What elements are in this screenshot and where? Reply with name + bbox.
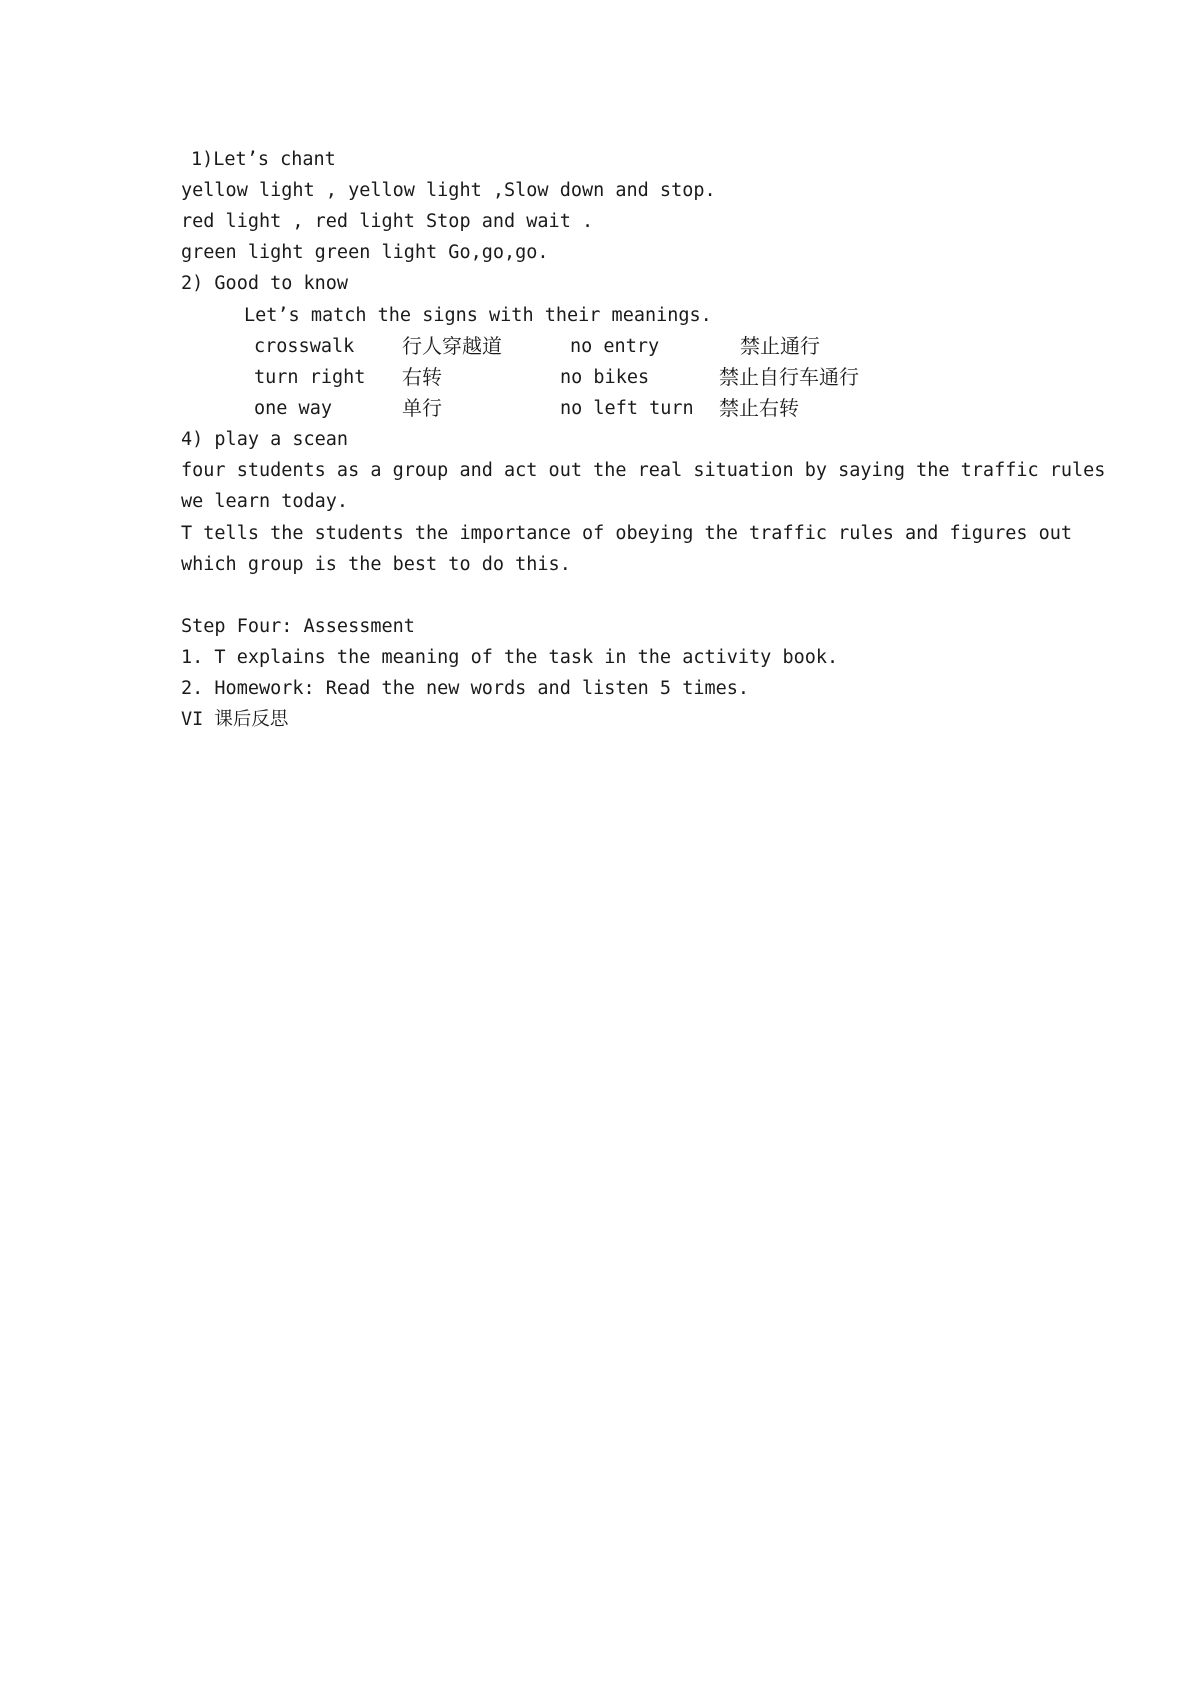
sign-meaning: 禁止右转 bbox=[719, 396, 799, 420]
good-to-know-instruction: Let’s match the signs with their meanings. bbox=[244, 305, 712, 326]
chant-heading: 1)Let’s chant bbox=[191, 149, 336, 170]
sign-meaning: 单行 bbox=[402, 396, 442, 420]
step-four-item-1: 1. T explains the meaning of the task in the activity book. bbox=[181, 647, 839, 668]
play-paragraph-2-line-1: T tells the students the importance of obeying the traffic rules and figures out bbox=[181, 523, 1073, 544]
sign-name: one way bbox=[254, 398, 332, 419]
step-four-heading: Step Four: Assessment bbox=[181, 616, 415, 637]
play-heading: 4) play a scean bbox=[181, 429, 349, 450]
sign-name: turn right bbox=[254, 367, 366, 388]
sign-meaning: 禁止通行 bbox=[740, 334, 820, 358]
sign-meaning: 右转 bbox=[402, 365, 442, 389]
sign-name: no left turn bbox=[560, 398, 694, 419]
sign-name: crosswalk bbox=[254, 336, 355, 357]
reflection-heading: VI 课后反思 bbox=[181, 709, 289, 730]
sign-meaning: 禁止自行车通行 bbox=[719, 365, 859, 389]
play-paragraph-2-line-2: which group is the best to do this. bbox=[181, 554, 571, 575]
sign-name: no bikes bbox=[560, 367, 650, 388]
play-paragraph-1-line-2: we learn today. bbox=[181, 491, 349, 512]
sign-meaning: 行人穿越道 bbox=[402, 334, 502, 358]
play-paragraph-1-line-1: four students as a group and act out the real situation by saying the traffic rules bbox=[181, 460, 1106, 481]
sign-name: no entry bbox=[570, 336, 660, 357]
step-four-item-2: 2. Homework: Read the new words and listen 5 times. bbox=[181, 678, 750, 699]
good-to-know-heading: 2) Good to know bbox=[181, 273, 349, 294]
chant-line-3: green light green light Go,go,go. bbox=[181, 242, 549, 263]
chant-line-2: red light , red light Stop and wait . bbox=[181, 211, 594, 232]
chant-line-1: yellow light , yellow light ,Slow down and stop. bbox=[181, 180, 716, 201]
